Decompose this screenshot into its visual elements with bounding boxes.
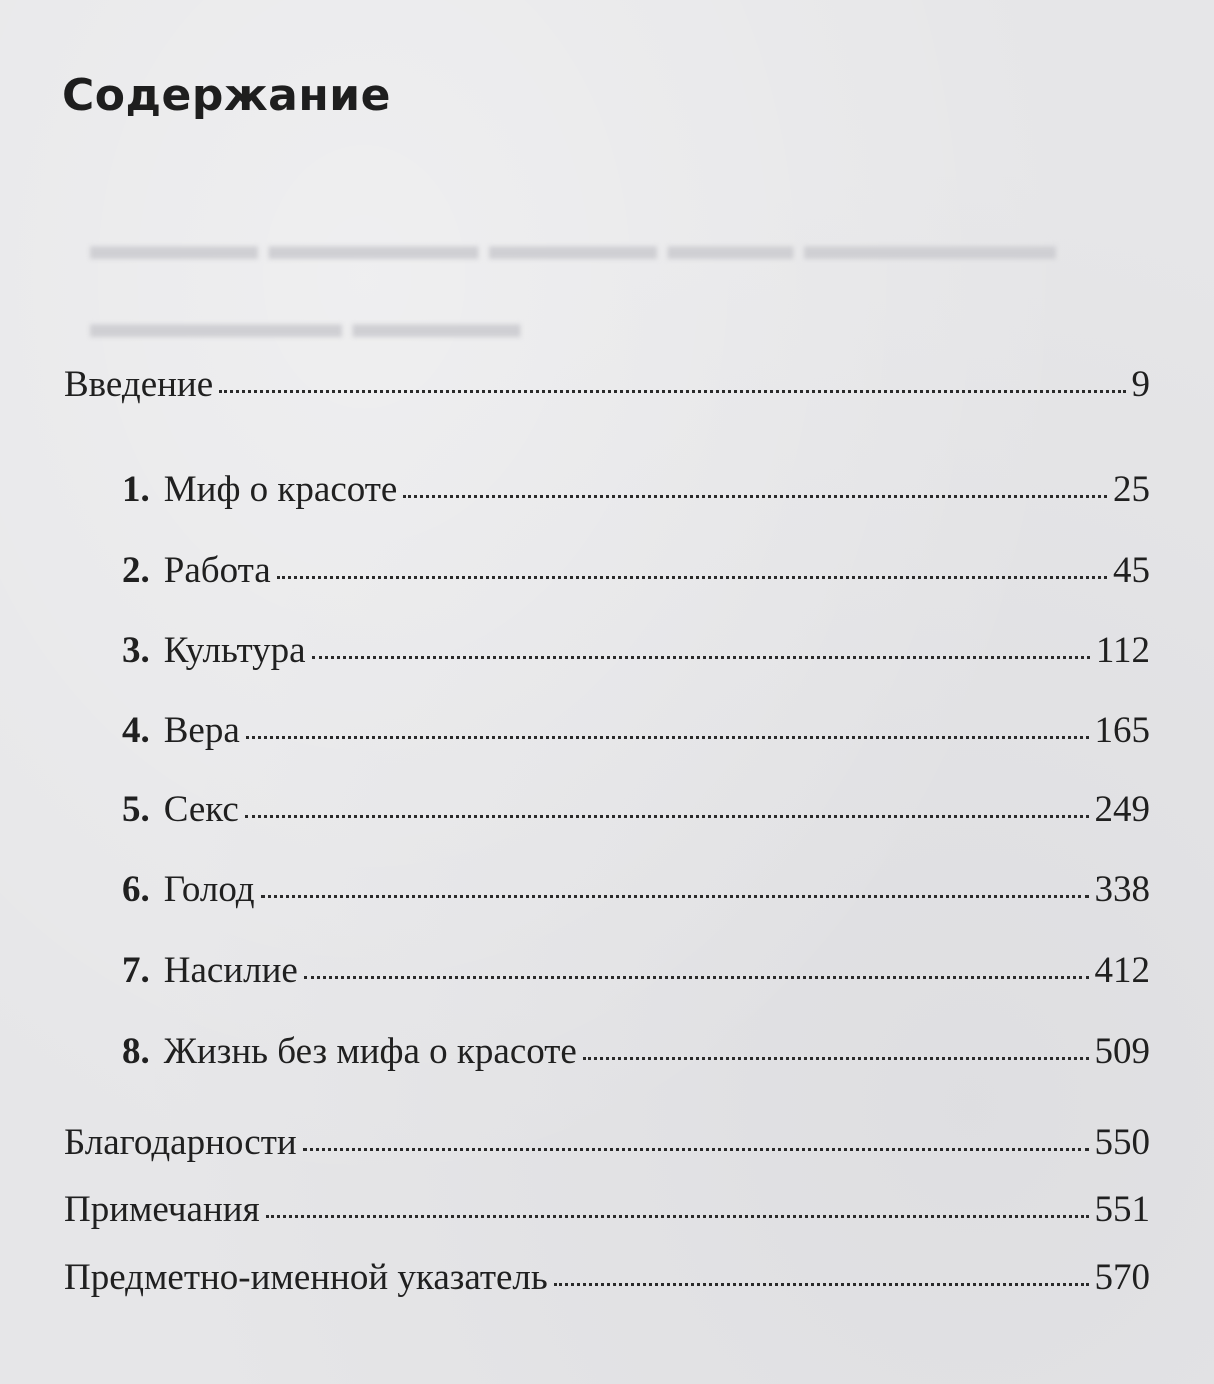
toc-entry-page: 112 [1095,630,1150,671]
toc-entry-chapter-6[interactable] [122,866,1150,914]
dot-leader [245,815,1089,818]
toc-entry-page: 551 [1094,1189,1150,1230]
toc-entry-page: 550 [1094,1122,1150,1163]
toc-entry-page: 165 [1094,710,1150,751]
chapter-number: 7. [122,950,150,991]
chapter-number: 1. [122,469,150,510]
toc-entry-title: Примечания [64,1189,260,1230]
toc-entry-page: 45 [1113,550,1150,591]
chapter-number: 6. [122,869,150,910]
toc-entry-page: 9 [1131,364,1150,405]
bleed-through-text: ▬▬▬▬ ▬▬▬▬▬ ▬▬▬▬ ▬▬▬ ▬▬▬▬▬▬ [90,223,1056,269]
toc-entry-title: Работа [163,550,271,591]
toc-entry-page: 338 [1094,869,1150,910]
toc-entry-chapter-8[interactable] [122,1028,1150,1076]
dot-leader [266,1215,1089,1218]
toc-entry-chapter-1[interactable] [122,466,1150,514]
toc-entry-title: Вера [163,710,240,751]
toc-entry-index[interactable] [64,1254,1150,1302]
chapter-number: 8. [122,1031,150,1072]
toc-entry-page: 570 [1094,1257,1150,1298]
toc-entry-title: Культура [163,630,306,671]
toc-entry-title: Насилие [163,950,298,991]
chapter-number: 2. [122,550,150,591]
toc-entry-title: Секс [163,789,239,830]
page-title: Содержание [62,70,391,121]
chapter-number: 5. [122,789,150,830]
dot-leader [304,976,1089,979]
dot-leader [246,736,1089,739]
chapter-number: 4. [122,710,150,751]
toc-entry-page: 249 [1094,789,1150,830]
toc-entry-page: 25 [1113,469,1150,510]
dot-leader [583,1057,1089,1060]
toc-entry-chapter-5[interactable] [122,786,1150,834]
toc-entry-chapter-3[interactable] [122,627,1150,675]
toc-entry-introduction[interactable] [64,361,1150,409]
dot-leader [554,1283,1089,1286]
toc-entry-title: Предметно-именной указатель [64,1257,548,1298]
toc-entry-page: 412 [1094,950,1150,991]
toc-entry-chapter-4[interactable] [122,707,1150,755]
bleed-through-text: ▬▬▬▬▬▬ ▬▬▬▬ [90,301,521,347]
dot-leader [312,656,1090,659]
dot-leader [303,1148,1089,1151]
toc-entry-chapter-7[interactable] [122,947,1150,995]
dot-leader [261,895,1089,898]
toc-entry-title: Благодарности [64,1122,297,1163]
toc-entry-page: 509 [1094,1031,1150,1072]
chapter-number: 3. [122,630,150,671]
toc-entry-notes[interactable] [64,1186,1150,1234]
toc-entry-title: Жизнь без мифа о красоте [163,1031,577,1072]
toc-entry-title: Голод [163,869,255,910]
toc-entry-title: Миф о красоте [163,469,398,510]
toc-entry-acknowledgements[interactable] [64,1119,1150,1167]
toc-entry-title: Введение [64,364,214,405]
dot-leader [219,390,1125,393]
dot-leader [277,576,1107,579]
dot-leader [403,495,1107,498]
toc-entry-chapter-2[interactable] [122,547,1150,595]
